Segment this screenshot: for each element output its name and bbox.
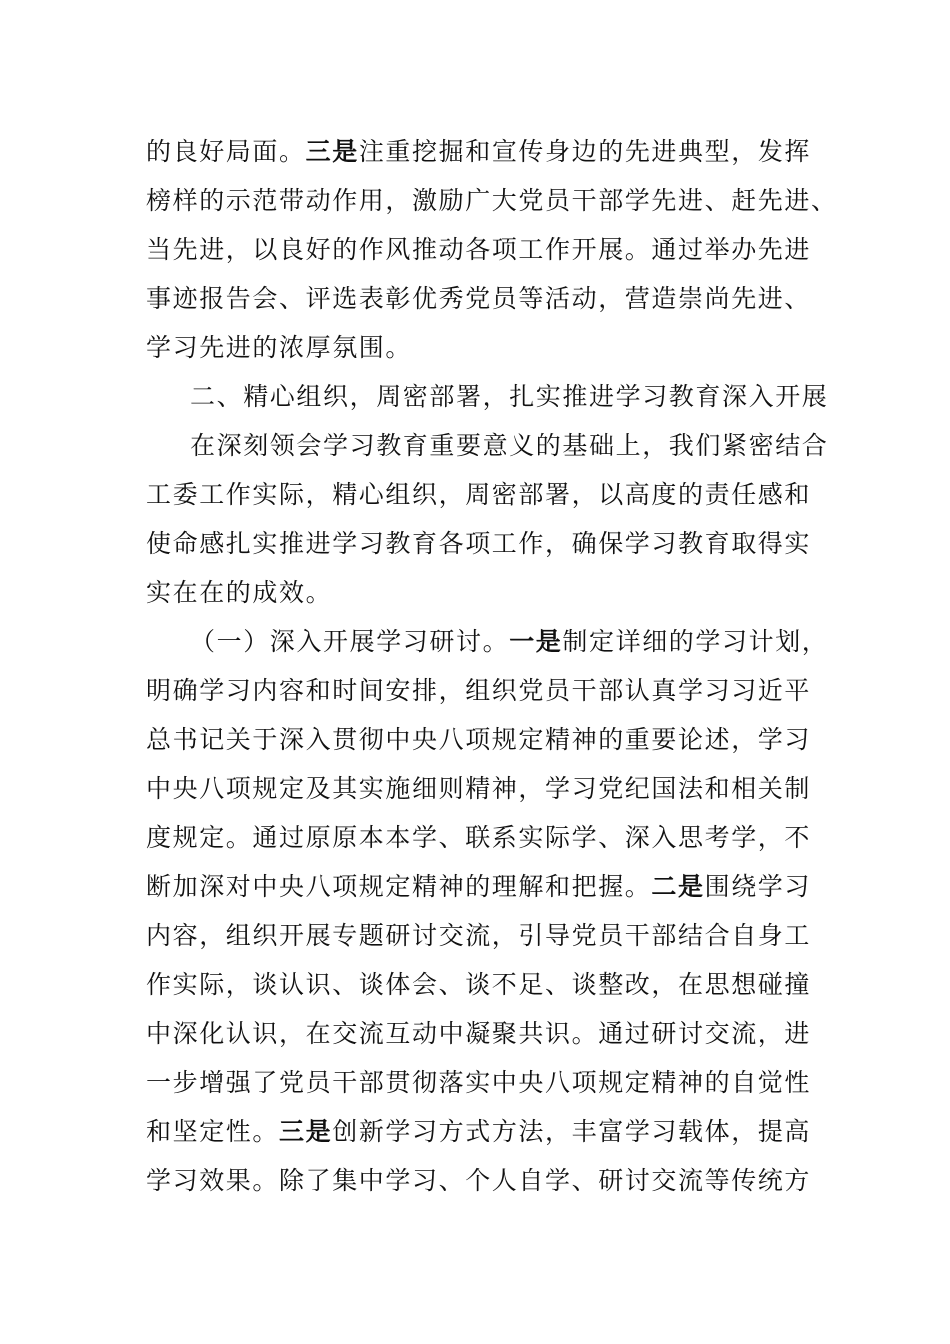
subsection-heading	[146, 617, 829, 666]
text-line	[146, 911, 816, 960]
text-line	[146, 1107, 816, 1156]
text-line	[146, 666, 816, 715]
text-segment: 使命感扎实推进学习教育各项工作，确保学习教育取得实	[146, 529, 812, 558]
text-line	[146, 715, 816, 764]
bold-marker: 三是	[279, 1117, 333, 1146]
text-segment: 中深化认识，在交流互动中凝聚共识。通过研讨交流，进	[146, 1019, 812, 1048]
text-segment: 内容，组织开展专题研讨交流，引导党员干部结合自身工	[146, 921, 812, 950]
text-segment: 实在在的成效。	[146, 578, 333, 607]
text-segment: 学习先进的浓厚氛围。	[146, 333, 413, 362]
text-line	[146, 960, 816, 1009]
text-line	[146, 274, 816, 323]
text-line	[146, 470, 816, 519]
text-line	[146, 176, 838, 225]
text-segment: 注重挖掘和宣传身边的先进典型，发挥	[358, 137, 812, 166]
text-segment: 和坚定性。	[146, 1117, 280, 1146]
text-segment: 在深刻领会学习教育重要意义的基础上，我们紧密结合	[190, 431, 829, 460]
text-segment: 度规定。通过原原本本学、联系实际学、深入思考学，不	[146, 823, 812, 852]
text-segment: 作实际，谈认识、谈体会、谈不足、谈整改，在思想碰撞	[146, 970, 812, 999]
text-segment: 二、精心组织，周密部署，扎实推进学习教育深入开展	[190, 382, 829, 411]
text-segment: 总书记关于深入贯彻中央八项规定精神的重要论述，学习	[146, 725, 812, 754]
text-segment: 明确学习内容和时间安排，组织党员干部认真学习习近平	[146, 676, 812, 705]
text-segment: 一步增强了党员干部贯彻落实中央八项规定精神的自觉性	[146, 1068, 812, 1097]
text-line	[146, 127, 816, 176]
text-line	[146, 323, 816, 372]
bold-marker: 二是	[651, 872, 705, 901]
bold-marker: 三是	[305, 137, 359, 166]
text-segment: 创新学习方式方法，丰富学习载体，提高	[332, 1117, 812, 1146]
text-segment: 当先进，以良好的作风推动各项工作开展。通过举办先进	[146, 235, 812, 264]
text-segment: （一）深入开展学习研讨。	[190, 627, 510, 656]
text-line	[146, 421, 829, 470]
text-segment: 的良好局面。	[146, 137, 306, 166]
text-segment: 事迹报告会、评选表彰优秀党员等活动，营造崇尚先进、	[146, 284, 812, 313]
bold-marker: 一是	[509, 627, 563, 656]
text-line	[146, 225, 816, 274]
text-segment: 制定详细的学习计划，	[562, 627, 829, 656]
text-segment: 学习效果。除了集中学习、个人自学、研讨交流等传统方	[146, 1166, 812, 1195]
text-segment: 榜样的示范带动作用，激励广大党员干部学先进、赶先进、	[146, 186, 838, 215]
section-heading	[146, 372, 829, 421]
text-segment: 工委工作实际，精心组织，周密部署，以高度的责任感和	[146, 480, 812, 509]
text-line	[146, 568, 816, 617]
text-line	[146, 813, 816, 862]
text-line	[146, 1156, 816, 1205]
text-segment: 中央八项规定及其实施细则精神，学习党纪国法和相关制	[146, 774, 812, 803]
text-line	[146, 862, 816, 911]
document-body	[146, 127, 838, 1205]
text-segment: 断加深对中央八项规定精神的理解和把握。	[146, 872, 652, 901]
text-line	[146, 519, 816, 568]
text-segment: 围绕学习	[704, 872, 812, 901]
text-line	[146, 764, 816, 813]
text-line	[146, 1058, 816, 1107]
text-line	[146, 1009, 816, 1058]
